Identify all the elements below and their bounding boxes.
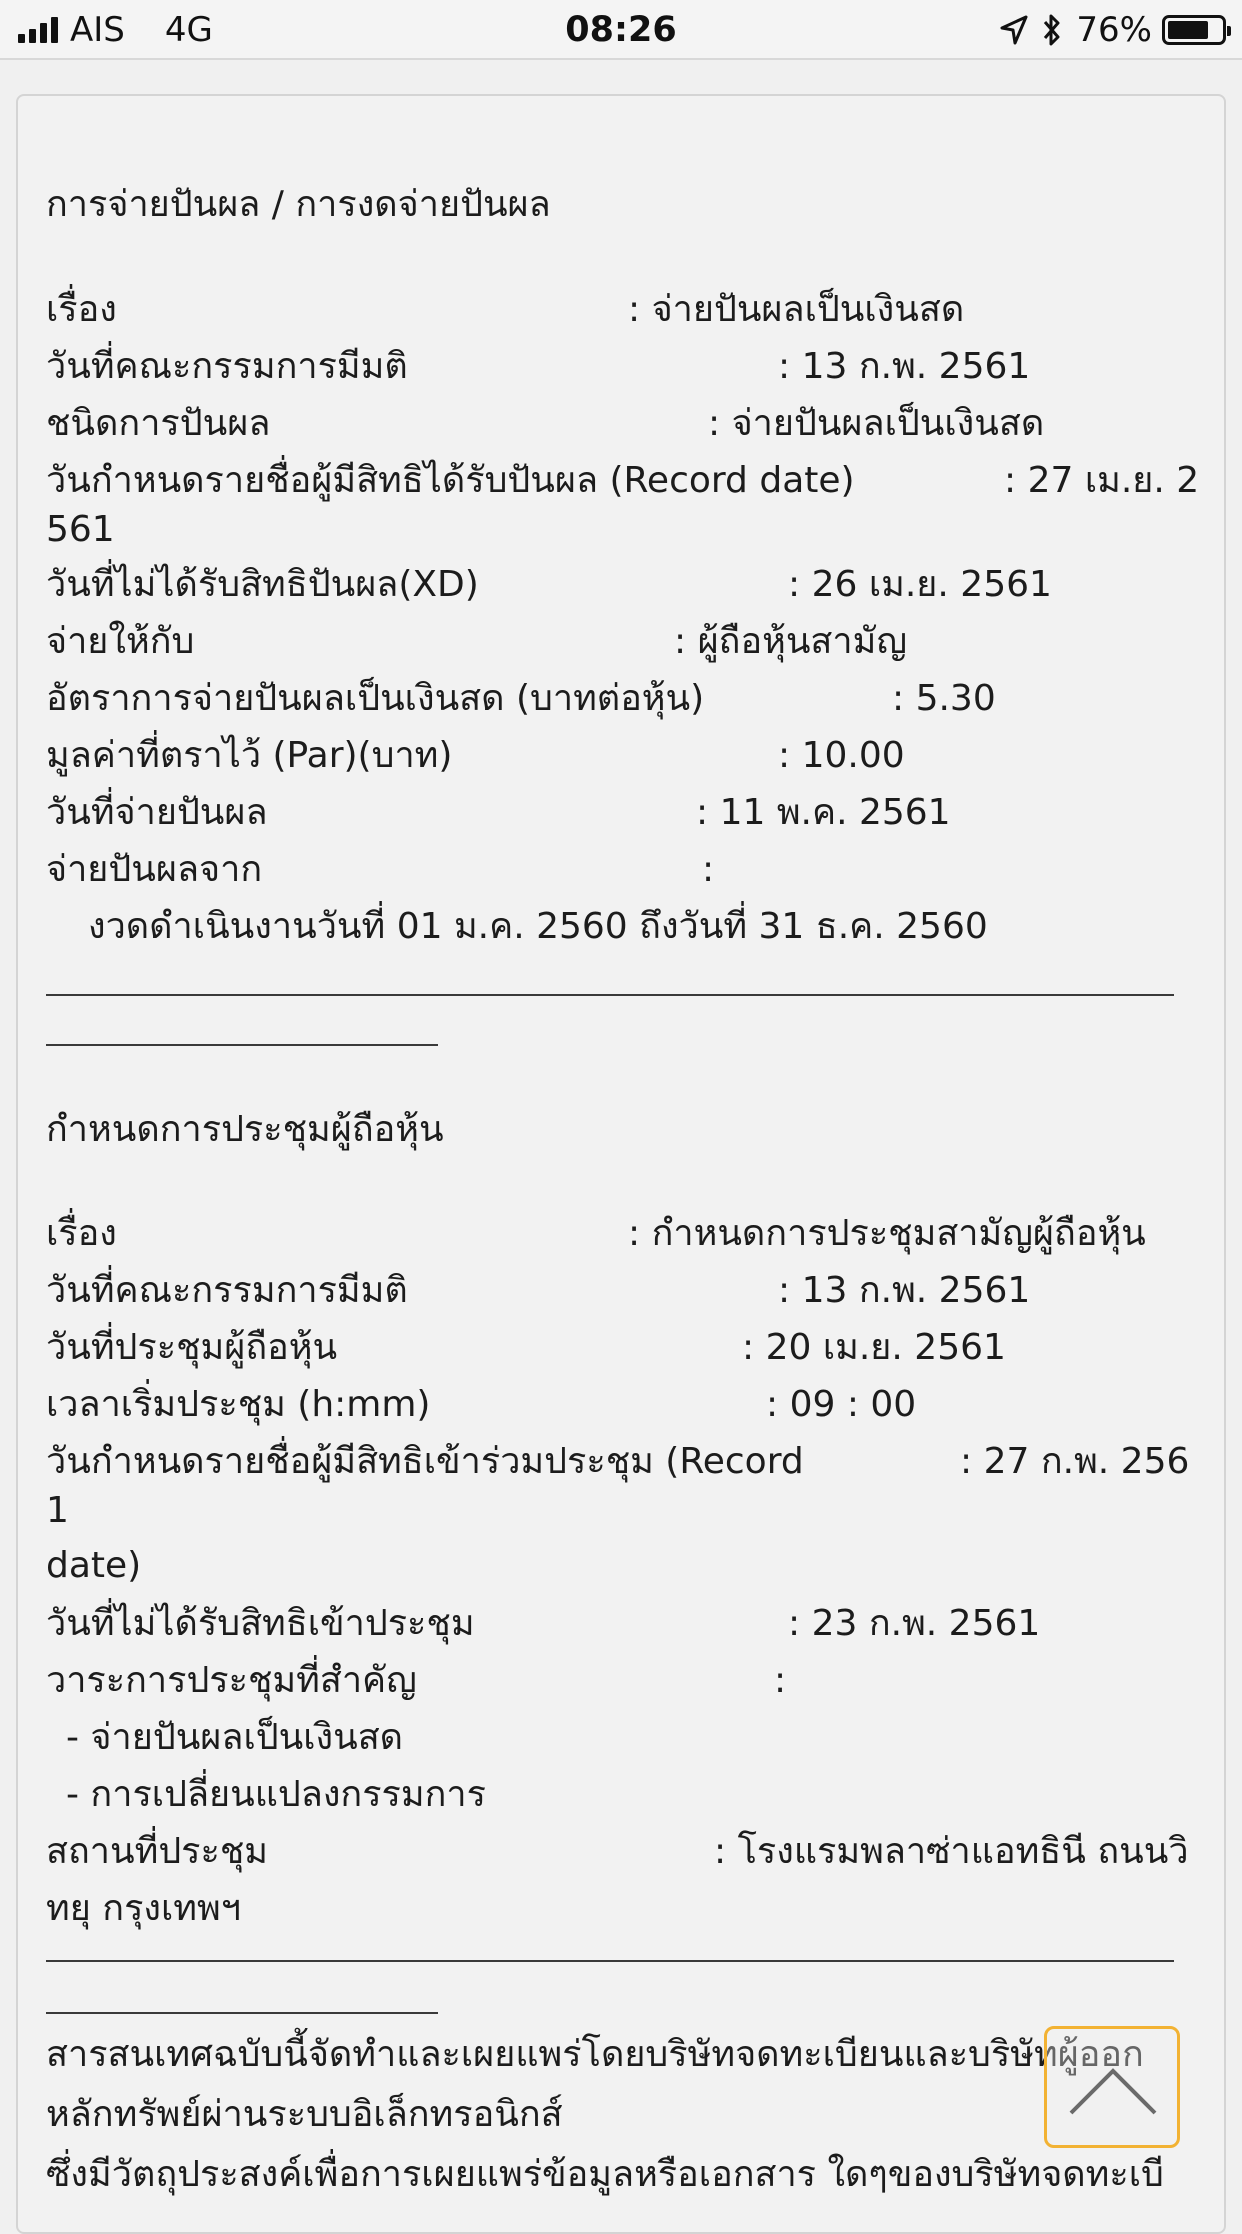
status-bar-right [1000,8,1226,52]
row-value: : 20 เม.ย. 2561 [742,1327,1006,1368]
clock: 08:26 [565,10,677,50]
meeting-row-meeting-date [46,1319,1196,1376]
disclaimer [46,2025,1196,2205]
row-label: เรื่อง [46,289,117,330]
row-label: วันที่ไม่ได้รับสิทธิเข้าประชุม [46,1603,475,1644]
disclaimer-line: ซึ่งมีวัตถุประสงค์เพื่อการเผยแพร่ข้อมูลหรือเอกสาร ใดๆของบริษัทจดทะเบี [46,2154,1164,2195]
carrier-name: AIS [70,10,125,50]
venue-continuation [46,1880,1196,1937]
row-value: : จ่ายปันผลเป็นเงินสด [628,289,965,330]
dividend-details [46,281,1200,955]
row-value: : 5.30 [892,678,996,719]
agenda-item-text: - จ่ายปันผลเป็นเงินสด [66,1717,404,1758]
battery-fill [1168,21,1208,39]
row-label: สถานที่ประชุม [46,1831,269,1872]
disclaimer-line: สารสนเทศฉบับนี้จัดทำและเผยแพร่โดยบริษัทจดทะเบียนและบริษัทผู้ออก [46,2034,1144,2075]
network-type: 4G [164,10,213,50]
divider [46,1044,438,1046]
dividend-title: การจ่ายปันผล / การงดจ่ายปันผล [46,184,551,225]
row-value: : กำหนดการประชุมสามัญผู้ถือหุ้น [628,1213,1146,1254]
row-value: : 11 พ.ค. 2561 [696,792,951,833]
row-value: : 09 : 00 [766,1384,917,1425]
dividend-row-pay-to [46,613,1196,670]
divider [46,1960,1174,1962]
meeting-title: กำหนดการประชุมผู้ถือหุ้น [46,1109,444,1150]
dividend-row-xd-date [46,556,1196,613]
meeting-row-agenda [46,1652,1196,1709]
record-date-value-continuation: 1 [46,1490,69,1531]
chevron-up-icon [1047,2029,1183,2151]
battery-percent: 76% [1076,10,1152,50]
agenda-item [46,1709,1196,1766]
row-value: : จ่ายปันผลเป็นเงินสด [708,403,1045,444]
row-label: วันที่ประชุมผู้ถือหุ้น [46,1327,338,1368]
row-label: วันที่คณะกรรมการมีมติ [46,346,408,387]
period-text: งวดดำเนินงานวันที่ 01 ม.ค. 2560 ถึงวันที่ 31 ธ.ค. 2560 [88,906,988,947]
meeting-row-start-time [46,1376,1196,1433]
record-date-label-continuation: date) [46,1545,142,1586]
row-value: : ผู้ถือหุ้นสามัญ [674,621,908,662]
row-value: : 13 ก.พ. 2561 [778,346,1031,387]
meeting-row-xm-date [46,1595,1196,1652]
row-value: : 26 เม.ย. 2561 [788,564,1052,605]
row-label: วันกำหนดรายชื่อผู้มีสิทธิได้รับปันผล (Record date) [46,460,855,501]
meeting-details [46,1205,1196,1937]
row-value: : 27 เม.ย. 2 [1004,460,1200,501]
row-value: : 10.00 [778,735,905,776]
row-value: : 23 ก.พ. 2561 [788,1603,1041,1644]
row-label: จ่ายให้กับ [46,621,195,662]
dividend-row-pay-date [46,784,1196,841]
status-bar [0,0,1242,60]
meeting-row-venue [46,1823,1196,1880]
row-label: อัตราการจ่ายปันผลเป็นเงินสด (บาทต่อหุ้น) [46,678,705,719]
dividend-row-record-date [46,452,1200,504]
record-date-continuation: 561 [46,509,115,550]
location-icon [1000,15,1028,45]
battery-icon [1162,15,1226,45]
divider [46,2012,438,2014]
dividend-row-subject [46,281,1196,338]
row-label: วันที่คณะกรรมการมีมติ [46,1270,408,1311]
disclaimer-line: หลักทรัพย์ผ่านระบบอิเล็กทรอนิกส์ [46,2094,563,2135]
dividend-row-par [46,727,1196,784]
dividend-period [46,898,1196,955]
dividend-section [46,176,1196,233]
meeting-row-subject [46,1205,1196,1262]
agenda-item [46,1766,1196,1823]
row-label: วันที่ไม่ได้รับสิทธิปันผล(XD) [46,564,479,605]
dividend-row-rate [46,670,1196,727]
row-value: : [774,1660,787,1701]
dividend-row-paid-from [46,841,1196,898]
divider [46,994,1174,996]
venue-continuation-text: ทยุ กรุงเทพฯ [46,1888,241,1929]
dividend-row-type [46,395,1196,452]
row-label: วันที่จ่ายปันผล [46,792,268,833]
row-label: ชนิดการปันผล [46,403,271,444]
row-value: : 27 ก.พ. 256 [960,1441,1190,1482]
meeting-section [46,1101,1196,1158]
row-label: เรื่อง [46,1213,117,1254]
row-value: : 13 ก.พ. 2561 [778,1270,1031,1311]
row-label: มูลค่าที่ตราไว้ (Par)(บาท) [46,735,453,776]
meeting-row-record-date [46,1433,1196,1485]
scroll-to-top-button[interactable] [1044,2026,1180,2148]
row-label: จ่ายปันผลจาก [46,849,263,890]
row-label: วาระการประชุมที่สำคัญ [46,1660,417,1701]
row-value: : [702,849,715,890]
row-value: : โรงแรมพลาซ่าแอทธินี ถนนวิ [714,1831,1189,1872]
meeting-row-board-date [46,1262,1196,1319]
row-label: เวลาเริ่มประชุม (h:mm) [46,1384,431,1425]
agenda-item-text: - การเปลี่ยนแปลงกรรมการ [66,1774,486,1815]
bluetooth-icon [1042,13,1062,47]
row-label: วันกำหนดรายชื่อผู้มีสิทธิเข้าร่วมประชุม (Record [46,1441,804,1482]
dividend-row-board-date [46,338,1196,395]
